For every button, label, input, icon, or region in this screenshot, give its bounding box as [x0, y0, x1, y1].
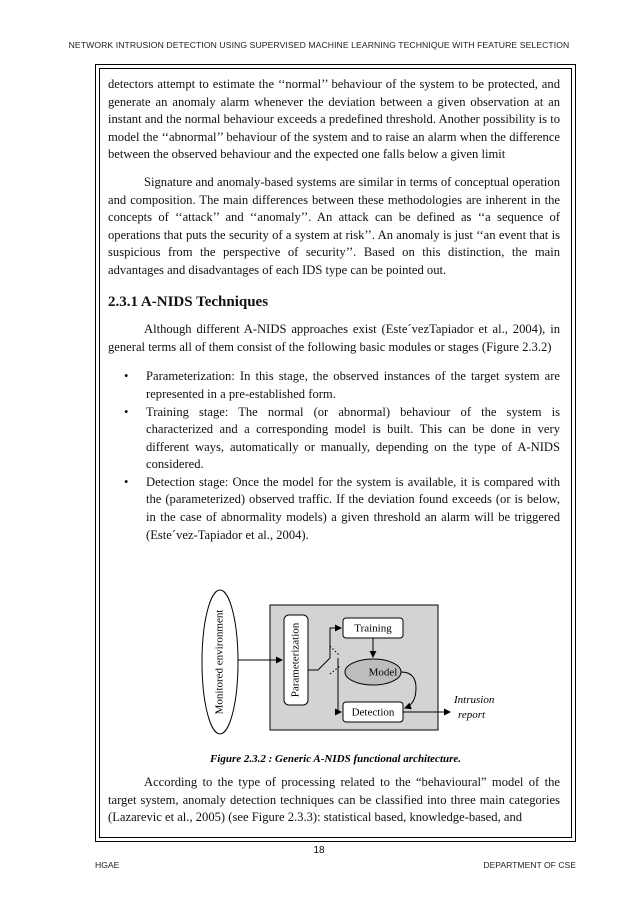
bullet-icon: •: [124, 474, 129, 489]
parameterization-label: Parameterization: [289, 622, 302, 698]
paragraph-2: Signature and anomaly-based systems are similar in terms of conceptual operation and composition. The main differences between these methodologies are inherent in the concepts of ‘‘attack’’ and ‘‘anomaly’’. An attack can be defined as ‘‘a sequence of operations that puts the security of a system at risk’’. An anomaly is just ‘‘an event that is suspicious from the perspective of security’’. Based on this distinction, the main advantages and disadvantages of each IDS type can be pointed out.: [108, 174, 560, 277]
model-label: Model: [368, 666, 398, 679]
bullet-item-detection: [108, 474, 560, 544]
closing-paragraph: According to the type of processing related to the “behavioural” model of the target system, anomaly detection techniques can be classified into three main categories (Lazarevic et al., 2005) (see Figure 2.3.3): statistical based, knowledge-based, and: [108, 775, 560, 825]
detection-label: Detection: [351, 706, 395, 719]
page-number: 18: [313, 845, 325, 856]
closing-content: [108, 774, 560, 827]
bullet-icon: •: [124, 404, 129, 419]
section-heading: 2.3.1 A-NIDS Techniques: [108, 293, 269, 310]
bullet-item-training: [108, 404, 560, 474]
intrusion-report-label-1: Intrusion: [454, 694, 495, 706]
bullet-icon: •: [124, 369, 129, 384]
monitored-environment-label: Monitored environment: [213, 609, 226, 715]
bullet-item-parameterization: [108, 368, 560, 403]
footer-left: HGAE: [95, 860, 120, 870]
running-header: NETWORK INTRUSION DETECTION USING SUPERVISED MACHINE LEARNING TECHNIQUE WITH FEATURE SELECTION: [68, 40, 570, 50]
anids-architecture-diagram: [198, 588, 498, 756]
bullet-text: Detection stage: Once the model for the system is available, it is compared with the (parameterized) observed traffic. If the deviation found exceeds (or is below, in the case of abnormality models) a given threshold an alarm will be triggered (Este´vez-Tapiador et al., 2004).: [146, 474, 560, 542]
footer-right: DEPARTMENT OF CSE: [483, 860, 576, 870]
section-intro: Although different A-NIDS approaches exist (Este´vezTapiador et al., 2004), in general terms all of them consist of the following basic modules or stages (Figure 2.3.2): [108, 322, 560, 354]
training-label: Training: [354, 622, 392, 635]
figure-caption: Figure 2.3.2 : Generic A-NIDS functional architecture.: [209, 753, 462, 765]
bullet-text: Parameterization: In this stage, the observed instances of the target system are represented in a pre-established form.: [146, 369, 560, 401]
main-content: [108, 76, 560, 544]
bullet-text: Training stage: The normal (or abnormal) behaviour of the system is characterized and a corresponding model is built. This can be done in very different ways, automatically or manually, depending on the type of A-NIDS considered.: [146, 404, 560, 472]
intrusion-report-label-2: report: [458, 709, 486, 721]
bullet-list: [108, 368, 560, 544]
paragraph-1: detectors attempt to estimate the ‘‘normal’’ behaviour of the system to be protected, and generate an anomaly alarm whenever the deviation between a given observation at an instant and the normal behaviour exceeds a predefined threshold. Another possibility is to model the ‘‘abnormal’’ behaviour of the system and to raise an alarm when the difference between the observed behaviour and the expected one falls below a given limit: [108, 77, 560, 162]
